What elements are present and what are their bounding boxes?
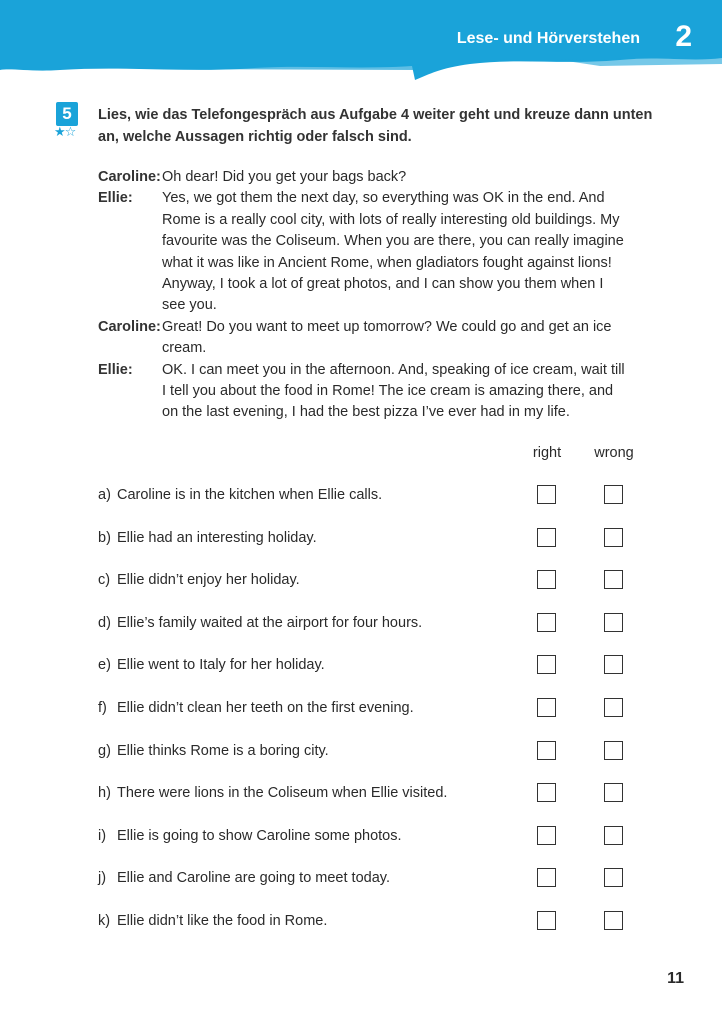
statement-letter: g) xyxy=(98,742,111,759)
statement-letter: d) xyxy=(98,614,111,631)
checkbox-wrong[interactable] xyxy=(604,655,623,674)
checkbox-wrong[interactable] xyxy=(604,868,623,887)
dialogue-line xyxy=(98,360,658,381)
checkbox-wrong[interactable] xyxy=(604,741,623,760)
speech-text: Rome is a really cool city, with lots of really interesting old buildings. My xyxy=(162,211,620,228)
column-header-wrong: wrong xyxy=(594,445,634,461)
speaker-name xyxy=(98,338,162,359)
statement-letter: c) xyxy=(98,572,111,589)
checkbox-wrong[interactable] xyxy=(604,528,623,547)
checkbox-wrong[interactable] xyxy=(604,911,623,930)
dialogue-line xyxy=(98,295,658,316)
speech-text: Anyway, I took a lot of great photos, and I can show you them when I xyxy=(162,276,604,293)
checkbox-right[interactable] xyxy=(537,655,556,674)
speaker-name xyxy=(98,210,162,231)
checkbox-wrong[interactable] xyxy=(604,826,623,845)
statement-text: Ellie didn’t like the food in Rome. xyxy=(117,913,328,929)
statement-letter: k) xyxy=(98,913,111,929)
statement-item xyxy=(98,740,329,762)
speaker-name xyxy=(98,253,162,274)
statement-item xyxy=(98,697,414,719)
statement-item xyxy=(98,910,327,932)
checkbox-wrong[interactable] xyxy=(604,613,623,632)
dialogue-line xyxy=(98,167,658,188)
statement-item xyxy=(98,825,402,847)
checkbox-wrong[interactable] xyxy=(604,570,623,589)
section-number: 2 xyxy=(675,20,692,53)
statement-item xyxy=(98,782,447,804)
dialogue-line xyxy=(98,317,658,338)
statement-letter: j) xyxy=(98,870,107,887)
statement-item xyxy=(98,527,317,549)
statement-text: Ellie thinks Rome is a boring city. xyxy=(117,742,329,759)
checkbox-right[interactable] xyxy=(537,485,556,504)
dialogue-line xyxy=(98,210,658,231)
checkbox-right[interactable] xyxy=(537,911,556,930)
dialogue-line xyxy=(98,274,658,295)
speaker-name xyxy=(98,402,162,423)
checkbox-right[interactable] xyxy=(537,613,556,632)
statement-text: Ellie is going to show Caroline some photos. xyxy=(117,827,402,844)
checkbox-right[interactable] xyxy=(537,783,556,802)
speaker-name: Caroline: xyxy=(98,169,161,185)
page-header xyxy=(0,0,722,90)
dialogue-line xyxy=(98,253,658,274)
column-header-right: right xyxy=(532,445,562,461)
statement-text: Ellie didn’t enjoy her holiday. xyxy=(117,572,300,589)
section-title: Lese- und Hörverstehen xyxy=(456,30,640,47)
dialogue-line xyxy=(98,381,658,402)
speech-text: Great! Do you want to meet up tomorrow? We could go and get an ice xyxy=(162,318,612,335)
speaker-name xyxy=(98,231,162,252)
checkbox-right[interactable] xyxy=(537,528,556,547)
statement-letter: b) xyxy=(98,529,111,546)
dialogue-line xyxy=(98,231,658,252)
dialogue-line xyxy=(98,402,658,423)
statement-text: Ellie didn’t clean her teeth on the first evening. xyxy=(117,700,414,716)
statement-text: Ellie’s family waited at the airport for four hours. xyxy=(117,614,423,631)
statement-item xyxy=(98,612,422,634)
checkbox-wrong[interactable] xyxy=(604,783,623,802)
speech-text: cream. xyxy=(162,340,207,357)
speech-text: on the last evening, I had the best pizza I’ve ever had in my life. xyxy=(162,404,570,421)
checkbox-right[interactable] xyxy=(537,868,556,887)
statement-letter: f) xyxy=(98,700,107,716)
difficulty-stars-icon: ★☆ xyxy=(54,124,76,139)
statement-item xyxy=(98,867,390,889)
speaker-name xyxy=(98,295,162,316)
dialogue-line xyxy=(98,338,658,359)
checkbox-right[interactable] xyxy=(537,826,556,845)
page-number: 11 xyxy=(667,970,684,987)
statement-item xyxy=(98,569,300,591)
statement-item xyxy=(98,654,325,676)
task-instruction: Lies, wie das Telefongespräch aus Aufgabe 4 weiter geht und kreuze dann unten an, welche Aussagen richtig oder falsch sind. xyxy=(98,107,653,145)
statement-letter: h) xyxy=(98,785,111,802)
speaker-name: Ellie: xyxy=(98,190,133,207)
speech-text: Yes, we got them the next day, so everything was OK in the end. And xyxy=(162,190,605,207)
speech-text: I tell you about the food in Rome! The ice cream is amazing there, and xyxy=(162,383,614,400)
statement-item xyxy=(98,484,382,506)
task-number-badge: 5 xyxy=(56,102,78,126)
statement-text: There were lions in the Coliseum when Ellie visited. xyxy=(117,785,448,802)
checkbox-right[interactable] xyxy=(537,570,556,589)
dialogue-line xyxy=(98,188,658,209)
speaker-name xyxy=(98,381,162,402)
speech-text: favourite was the Coliseum. When you are there, you can really imagine xyxy=(162,233,624,250)
statement-text: Ellie had an interesting holiday. xyxy=(117,529,317,546)
dialogue xyxy=(98,167,658,424)
checkbox-right[interactable] xyxy=(537,698,556,717)
statement-text: Ellie and Caroline are going to meet today. xyxy=(117,870,390,887)
statement-letter: a) xyxy=(98,487,111,503)
speech-text: OK. I can meet you in the afternoon. And, speaking of ice cream, wait till xyxy=(162,361,625,378)
speech-text: what it was like in Ancient Rome, when gladiators fought against lions! xyxy=(162,254,612,271)
speech-text: Oh dear! Did you get your bags back? xyxy=(162,169,407,185)
statement-text: Caroline is in the kitchen when Ellie calls. xyxy=(117,487,383,503)
speaker-name: Caroline: xyxy=(98,318,161,335)
speaker-name: Ellie: xyxy=(98,361,133,378)
checkbox-wrong[interactable] xyxy=(604,485,623,504)
speech-text: see you. xyxy=(162,297,217,314)
statement-text: Ellie went to Italy for her holiday. xyxy=(117,657,325,674)
statement-letter: i) xyxy=(98,827,107,844)
speaker-name xyxy=(98,274,162,295)
statement-letter: e) xyxy=(98,657,111,674)
checkbox-wrong[interactable] xyxy=(604,698,623,717)
checkbox-right[interactable] xyxy=(537,741,556,760)
